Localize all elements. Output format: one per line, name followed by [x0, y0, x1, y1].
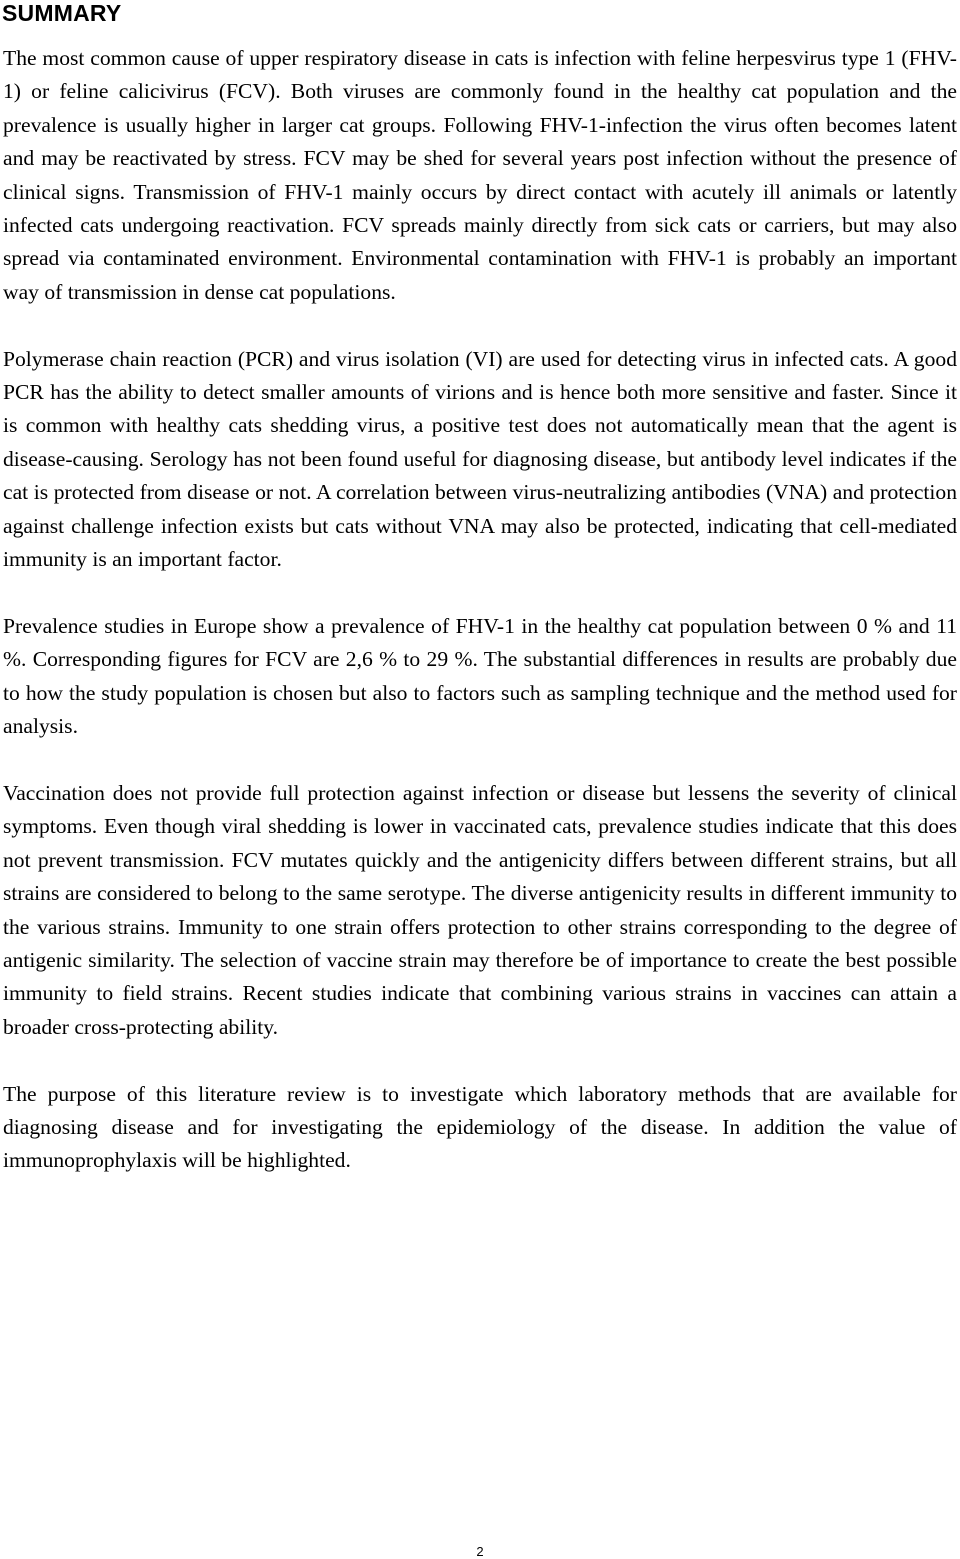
summary-body [3, 42, 957, 1178]
summary-heading: SUMMARY [2, 0, 122, 26]
paragraph-purpose: The purpose of this literature review is to investigate which laboratory methods that are available for diagnosing disease and for investigating the epidemiology of the disease. In addition the value of immunoprophylaxis will be highlighted. [3, 1081, 957, 1173]
paragraph-vaccination: Vaccination does not provide full protection against infection or disease but lessens the severity of clinical symptoms. Even though viral shedding is lower in vaccinated cats, prevalence studies indicate that this does not prevent transmission. FCV mutates quickly and the antigenicity differs between different strains, but all strains are considered to belong to the same serotype. The diverse antigenicity results in different immunity to the various strains. Immunity to one strain offers protection to other strains corresponding to the degree of antigenic similarity. The selection of vaccine strain may therefore be of importance to create the best possible immunity to field strains. Recent studies indicate that combining various strains in vaccines can attain a broader cross-protecting ability. [3, 780, 957, 1039]
paragraph-transmission: The most common cause of upper respiratory disease in cats is infection with feline herpesvirus type 1 (FHV-1) or feline calicivirus (FCV). Both viruses are commonly found in the healthy cat population and the prevalence is usually higher in larger cat groups. Following FHV-1-infection the virus often becomes latent and may be reactivated by stress. FCV may be shed for several years post infection without the presence of clinical signs. Transmission of FHV-1 mainly occurs by direct contact with acutely ill animals or latently infected cats undergoing reactivation. FCV spreads mainly directly from sick cats or carriers, but may also spread via contaminated environment. Environmental contamination with FHV-1 is probably an important way of transmission in dense cat populations. [3, 46, 957, 304]
page-number: 2 [476, 1544, 484, 1559]
paragraph-prevalence: Prevalence studies in Europe show a prevalence of FHV-1 in the healthy cat population between 0 % and 11 %. Corresponding figures for FCV are 2,6 % to 29 %. The substantial differences in results are probably due to how the study population is chosen but also to factors such as sampling technique and the method used for analysis. [3, 613, 957, 739]
paragraph-diagnostics: Polymerase chain reaction (PCR) and virus isolation (VI) are used for detecting virus in infected cats. A good PCR has the ability to detect smaller amounts of virions and is hence both more sensitive and faster. Since it is common with healthy cats shedding virus, a positive test does not automatically mean that the agent is disease-causing. Serology has not been found useful for diagnosing disease, but antibody level indicates if the cat is protected from disease or not. A correlation between virus-neutralizing antibodies (VNA) and protection against challenge infection exists but cats without VNA may also be protected, indicating that cell-mediated immunity is an important factor. [3, 346, 957, 572]
